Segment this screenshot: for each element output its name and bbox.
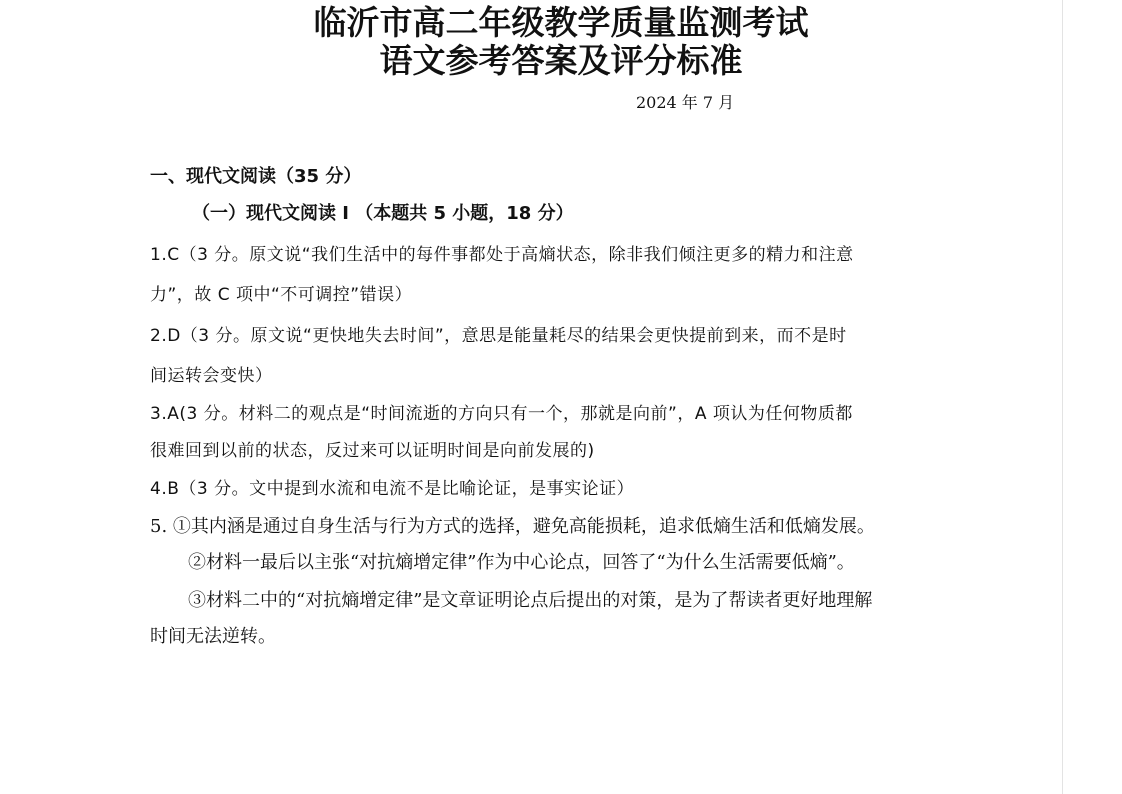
section-heading: 一、现代文阅读（35 分） (150, 166, 362, 187)
answer-q5-line4: 时间无法逆转。 (150, 626, 276, 647)
answer-q1-line1: 1.C（3 分。原文说“我们生活中的每件事都处于高熵状态，除非我们倾注更多的精力和注意 (150, 245, 854, 265)
answer-q2-line2: 间运转会变快） (150, 366, 273, 386)
answer-q5-line2: ②材料一最后以主张“对抗熵增定律”作为中心论点，回答了“为什么生活需要低熵”。 (188, 552, 855, 573)
answer-q2-line1: 2.D（3 分。原文说“更快地失去时间”，意思是能量耗尽的结果会更快提前到来，而不是时 (150, 326, 847, 346)
page-edge-divider (1062, 0, 1063, 794)
document-date: 2024 年 7 月 (636, 93, 735, 112)
answer-q3-line2: 很难回到以前的状态，反过来可以证明时间是向前发展的) (150, 441, 595, 461)
document-subtitle: 语文参考答案及评分标准 (379, 41, 743, 80)
answer-q4-line1: 4.B（3 分。文中提到水流和电流不是比喻论证，是事实论证） (150, 479, 635, 499)
answer-q3-line1: 3.A(3 分。材料二的观点是“时间流逝的方向只有一个，那就是向前”，A 项认为任何物质都 (150, 404, 853, 424)
answer-q5-line3: ③材料二中的“对抗熵增定律”是文章证明论点后提出的对策，是为了帮读者更好地理解 (188, 590, 873, 611)
document-title: 临沂市高二年级教学质量监测考试 (313, 3, 809, 42)
answer-q5-line1: 5. ①其内涵是通过自身生活与行为方式的选择，避免高能损耗，追求低熵生活和低熵发展。 (150, 516, 875, 537)
answer-q1-line2: 力”，故 C 项中“不可调控”错误） (150, 285, 413, 305)
subsection-heading: （一）现代文阅读 I （本题共 5 小题，18 分） (192, 203, 574, 224)
